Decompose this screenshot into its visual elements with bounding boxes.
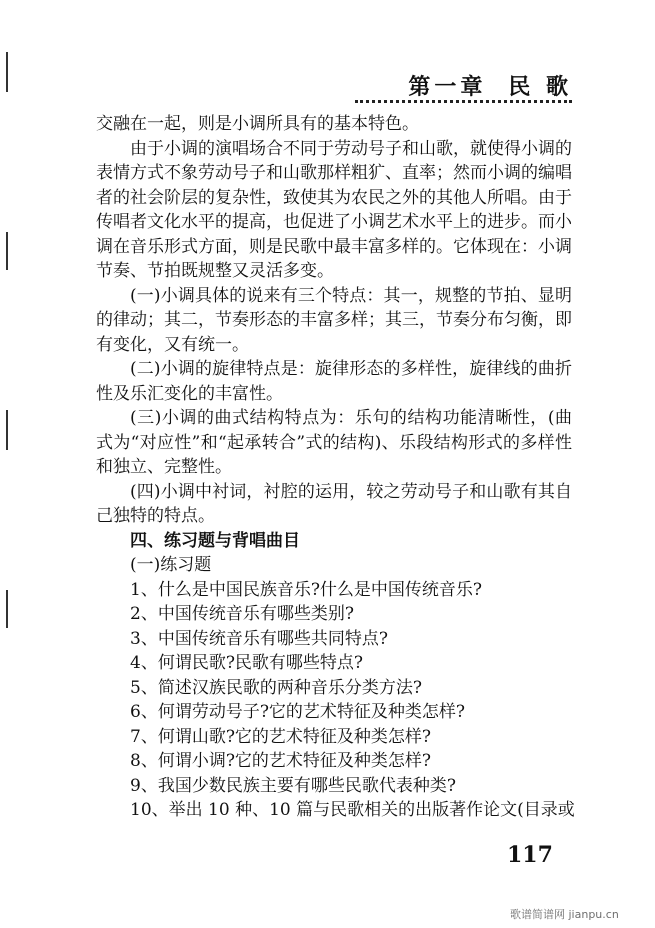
question-item: 8、何谓小调?它的艺术特征及种类怎样?: [130, 751, 432, 771]
running-header: [408, 70, 572, 101]
chapter-label: 第一章: [408, 74, 487, 100]
question-item: 3、中国传统音乐有哪些共同特点?: [130, 628, 388, 649]
question-item: 4、何谓民歌?民歌有哪些特点?: [130, 653, 364, 673]
header-dotted-rule: [355, 100, 572, 103]
paragraph: (三)小调的曲式结构特点为：乐句的结构功能清晰性，(曲式为“对应性”和“起承转合”式的结构)、乐段结构形式的多样性和独立、完整性。: [96, 408, 572, 477]
paragraph: (四)小调中衬词，衬腔的运用，较之劳动号子和山歌有其自己独特的特点。: [96, 481, 572, 526]
site-watermark: 歌谱简谱网 jianpu.cn: [510, 908, 619, 921]
question-item: 9、我国少数民族主要有哪些民歌代表种类?: [130, 775, 456, 796]
paragraph: 交融在一起，则是小调所具有的基本特色。: [96, 114, 419, 134]
question-item: 5、简述汉族民歌的两种音乐分类方法?: [130, 677, 422, 698]
question-item: 10、举出 10 种、10 篇与民歌相关的出版著作论文(目录或: [130, 800, 575, 820]
chapter-title: 民 歌: [508, 74, 572, 100]
subheading: (一)练习题: [130, 555, 212, 575]
question-item: 1、什么是中国民族音乐?什么是中国传统音乐?: [130, 579, 483, 600]
margin-mark: [6, 52, 8, 92]
paragraph: (二)小调的旋律特点是：旋律形态的多样性，旋律线的曲折性及乐汇变化的丰富性。: [96, 359, 572, 404]
paragraph: (一)小调具体的说来有三个特点：其一，规整的节拍、显明的律动；其二，节奏形态的丰富多样；其三，节奏分布匀衡，即有变化，又有统一。: [96, 285, 572, 355]
margin-mark: [6, 232, 8, 270]
margin-mark: [6, 410, 8, 450]
page-number: 117: [507, 842, 553, 868]
question-item: 6、何谓劳动号子?它的艺术特征及种类怎样?: [130, 702, 466, 722]
question-item: 2、中国传统音乐有哪些类别?: [130, 604, 354, 624]
paragraph: 由于小调的演唱场合不同于劳动号子和山歌，就使得小调的表情方式不象劳动号子和山歌那样粗犷、直率；然而小调的编唱者的社会阶层的复杂性，致使其为农民之外的其他人所唱。由于传唱者文化水平的提高，也促进了小调艺术水平上的进步。而小调在音乐形式方面，则是民歌中最丰富多样的。它体现在：小调节奏、节拍既规整又灵活多变。: [96, 138, 572, 281]
margin-mark: [6, 590, 8, 628]
body-text: [96, 112, 575, 823]
question-item: 7、何谓山歌?它的艺术特征及种类怎样?: [130, 726, 432, 747]
section-heading: 四、练习题与背唱曲目: [130, 530, 300, 551]
